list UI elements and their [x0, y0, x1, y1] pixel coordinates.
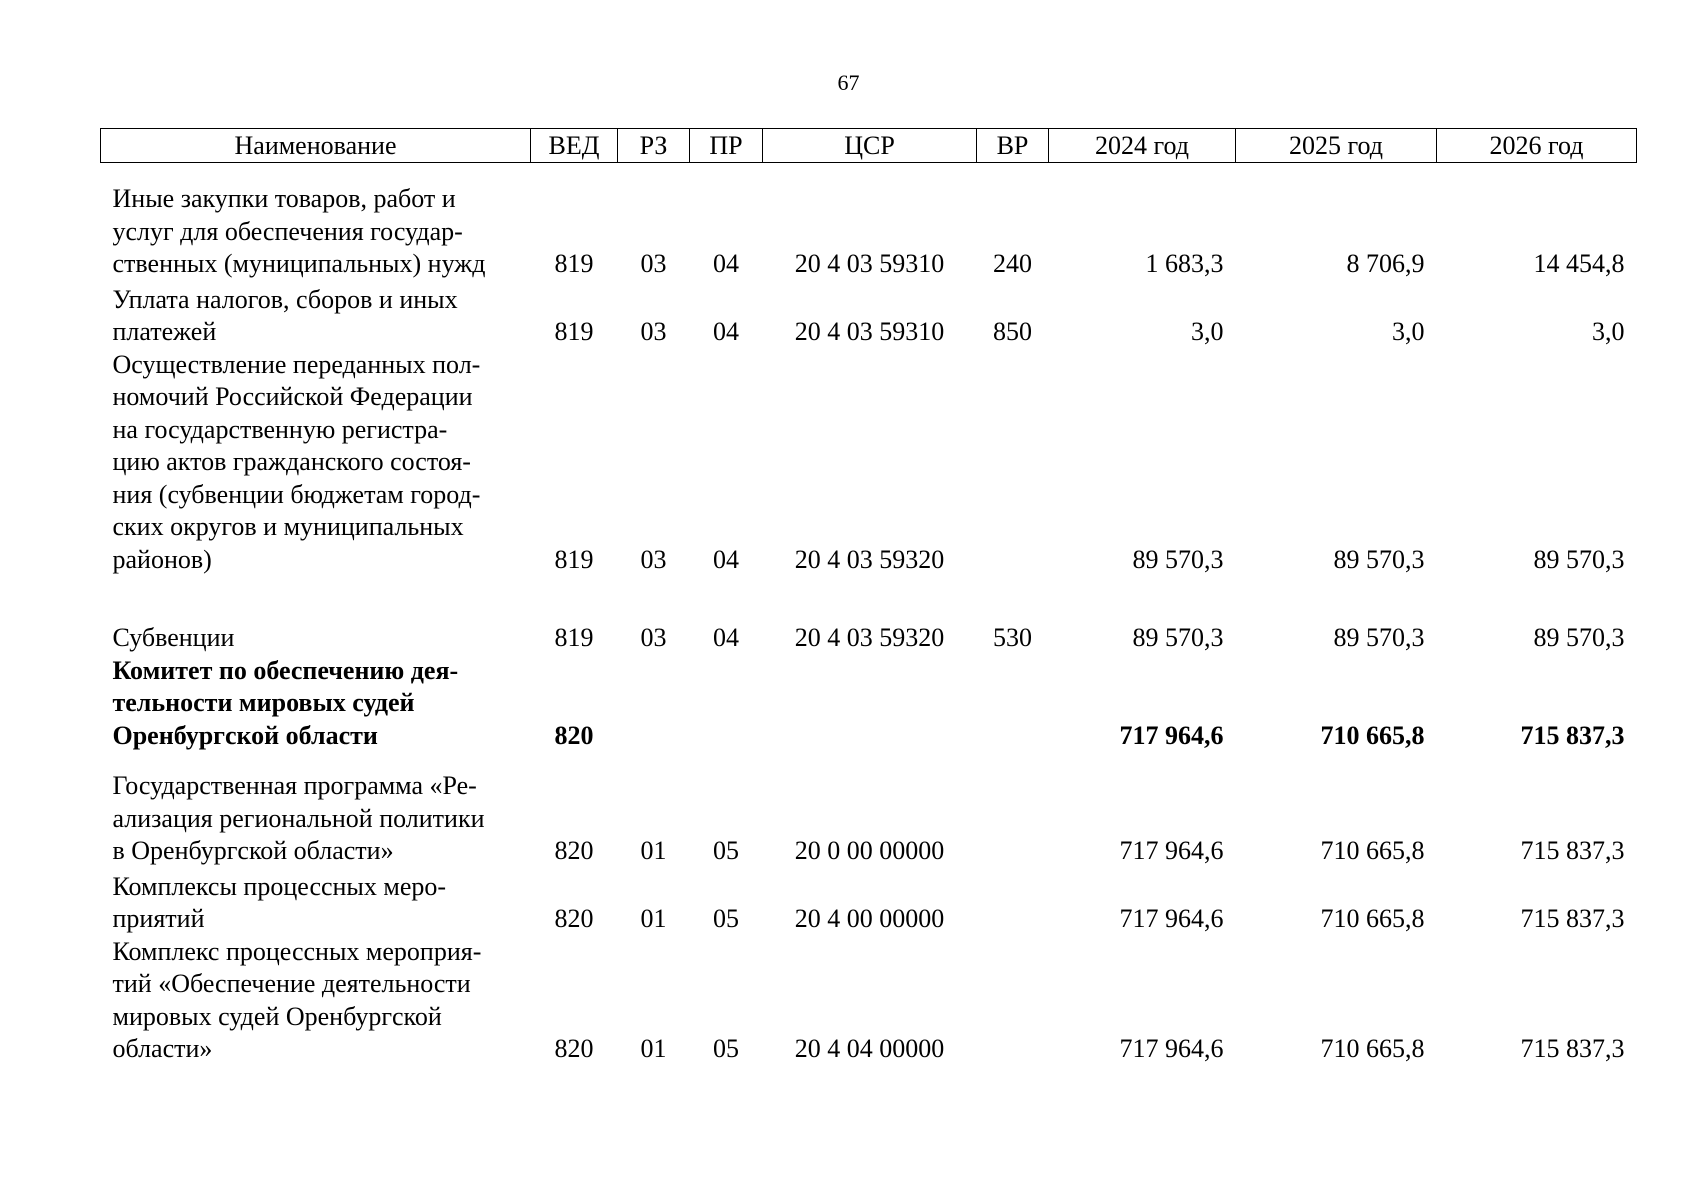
column-header-2026: 2026 год [1437, 129, 1637, 163]
row-pr: 05 [713, 836, 739, 865]
row-name-line: тий «Обеспечение деятельности [112, 969, 471, 998]
table-row [101, 752, 1637, 868]
row-value-2026: 89 570,3 [1533, 623, 1625, 652]
row-rz: 03 [640, 317, 667, 346]
row-name-line: Комплексы процессных меро- [112, 871, 447, 901]
row-csr: 20 4 03 59310 [794, 249, 945, 278]
row-value-2025: 710 665,8 [1320, 836, 1425, 865]
row-name [101, 752, 531, 868]
row-name-line: услуг для обеспечения государ- [112, 216, 463, 246]
row-vr: 530 [993, 623, 1032, 652]
row-name-line: Комплекс процессных мероприя- [112, 936, 482, 966]
row-name-line: Оренбургской области [112, 720, 378, 750]
column-header-vr: ВР [977, 129, 1049, 163]
row-value-2025: 89 570,3 [1333, 544, 1425, 574]
row-value-2025: 710 665,8 [1320, 720, 1425, 750]
row-rz: 03 [640, 249, 667, 278]
row-pr: 04 [713, 623, 739, 652]
row-value-2024: 89 570,3 [1132, 623, 1224, 652]
row-name-line: Осуществление переданных пол- [112, 349, 481, 379]
row-value-2025: 8 706,9 [1346, 249, 1425, 278]
row-vr [977, 655, 1049, 753]
table-row [101, 868, 1637, 936]
row-name-line: ния (субвенции бюджетам город- [112, 479, 481, 509]
row-ved: 820 [554, 904, 594, 933]
row-value-2024: 3,0 [1191, 317, 1224, 346]
row-name-line: Комитет по обеспечению дея- [112, 655, 459, 685]
row-value-2026: 715 837,3 [1520, 836, 1625, 865]
row-rz [618, 655, 690, 753]
row-name-line: Субвенции [112, 623, 235, 652]
row-name-line: цию актов гражданского состоя- [112, 447, 471, 476]
row-value-2026: 14 454,8 [1533, 249, 1625, 278]
row-value-2025: 710 665,8 [1320, 1034, 1425, 1063]
row-value-2024: 717 964,6 [1119, 1034, 1224, 1063]
row-rz: 01 [640, 904, 667, 933]
row-value-2025: 3,0 [1392, 317, 1425, 346]
row-name-line: ственных (муниципальных) нужд [112, 249, 486, 278]
row-rz: 01 [640, 1034, 667, 1063]
row-name-line: ализация региональной политики [112, 803, 485, 833]
row-pr: 04 [713, 249, 739, 278]
row-name-line: Иные закупки товаров, работ и [112, 184, 456, 213]
row-name [101, 936, 531, 1066]
column-header-csr: ЦСР [763, 129, 977, 163]
row-name-line: мировых судей Оренбургской [112, 1001, 442, 1031]
row-name-line: номочий Российской Федерации [112, 382, 473, 411]
row-value-2024: 717 964,6 [1119, 836, 1224, 865]
row-vr: 240 [993, 249, 1032, 278]
row-name [101, 576, 531, 655]
row-pr: 05 [713, 1034, 739, 1063]
row-name [101, 655, 531, 753]
row-value-2024: 717 964,6 [1119, 720, 1224, 750]
column-header-name: Наименование [101, 129, 531, 163]
row-csr: 20 4 00 00000 [794, 904, 945, 933]
row-csr: 20 4 03 59310 [794, 317, 945, 346]
row-name [101, 163, 531, 281]
row-pr: 04 [713, 544, 739, 574]
row-csr: 20 4 03 59320 [794, 544, 945, 574]
row-pr: 04 [713, 317, 739, 346]
row-value-2026: 715 837,3 [1520, 1034, 1625, 1063]
row-ved: 819 [554, 249, 594, 278]
row-value-2024: 1 683,3 [1145, 249, 1224, 278]
row-ved: 819 [554, 544, 594, 574]
row-name-line: Государственная программа «Ре- [112, 771, 477, 800]
row-name-line: области» [112, 1034, 213, 1063]
row-csr: 20 0 00 00000 [794, 836, 945, 865]
row-value-2025: 710 665,8 [1320, 904, 1425, 933]
row-name-line: платежей [112, 317, 217, 346]
row-vr: 850 [993, 317, 1032, 346]
row-rz: 03 [640, 623, 667, 652]
page-number: 67 [837, 70, 860, 95]
row-value-2026: 89 570,3 [1533, 544, 1625, 574]
row-rz: 03 [640, 544, 667, 574]
table-header-row [101, 129, 1637, 163]
row-name-line: на государственную регистра- [112, 414, 448, 444]
column-header-2024: 2024 год [1049, 129, 1236, 163]
row-name-line: Уплата налогов, сборов и иных [112, 284, 458, 314]
column-header-ved: ВЕД [531, 129, 618, 163]
table-row [101, 163, 1637, 281]
row-ved: 820 [554, 836, 594, 865]
table-row [101, 655, 1637, 753]
row-rz: 01 [640, 836, 667, 865]
row-value-2026: 715 837,3 [1520, 720, 1625, 750]
row-value-2024: 89 570,3 [1132, 544, 1224, 574]
row-name-line: ских округов и муниципальных [112, 512, 464, 541]
table-row [101, 576, 1637, 655]
row-csr: 20 4 03 59320 [794, 623, 945, 652]
row-value-2026: 715 837,3 [1520, 904, 1625, 933]
row-name-line: в Оренбургской области» [112, 836, 394, 865]
table-row [101, 349, 1637, 577]
row-value-2025: 89 570,3 [1333, 623, 1425, 652]
column-header-pr: ПР [690, 129, 763, 163]
row-ved: 820 [554, 720, 594, 750]
row-vr [977, 868, 1049, 936]
row-value-2024: 717 964,6 [1119, 904, 1224, 933]
row-name [101, 349, 531, 577]
row-ved: 819 [554, 317, 594, 346]
row-name [101, 868, 531, 936]
row-name-line: районов) [112, 544, 212, 574]
row-csr [763, 655, 977, 753]
row-pr: 05 [713, 904, 739, 933]
row-vr [977, 349, 1049, 577]
row-csr: 20 4 04 00000 [794, 1034, 945, 1063]
row-ved: 820 [554, 1034, 594, 1063]
row-vr [977, 936, 1049, 1066]
table-row [101, 936, 1637, 1066]
column-header-rz: РЗ [618, 129, 690, 163]
budget-table [100, 128, 1637, 1066]
row-name-line: приятий [112, 904, 205, 933]
row-name [101, 281, 531, 349]
row-vr [977, 752, 1049, 868]
table-row [101, 281, 1637, 349]
row-ved: 819 [554, 623, 594, 652]
row-value-2026: 3,0 [1592, 317, 1625, 346]
row-pr [690, 655, 763, 753]
column-header-2025: 2025 год [1236, 129, 1437, 163]
row-name-line: тельности мировых судей [112, 688, 415, 717]
